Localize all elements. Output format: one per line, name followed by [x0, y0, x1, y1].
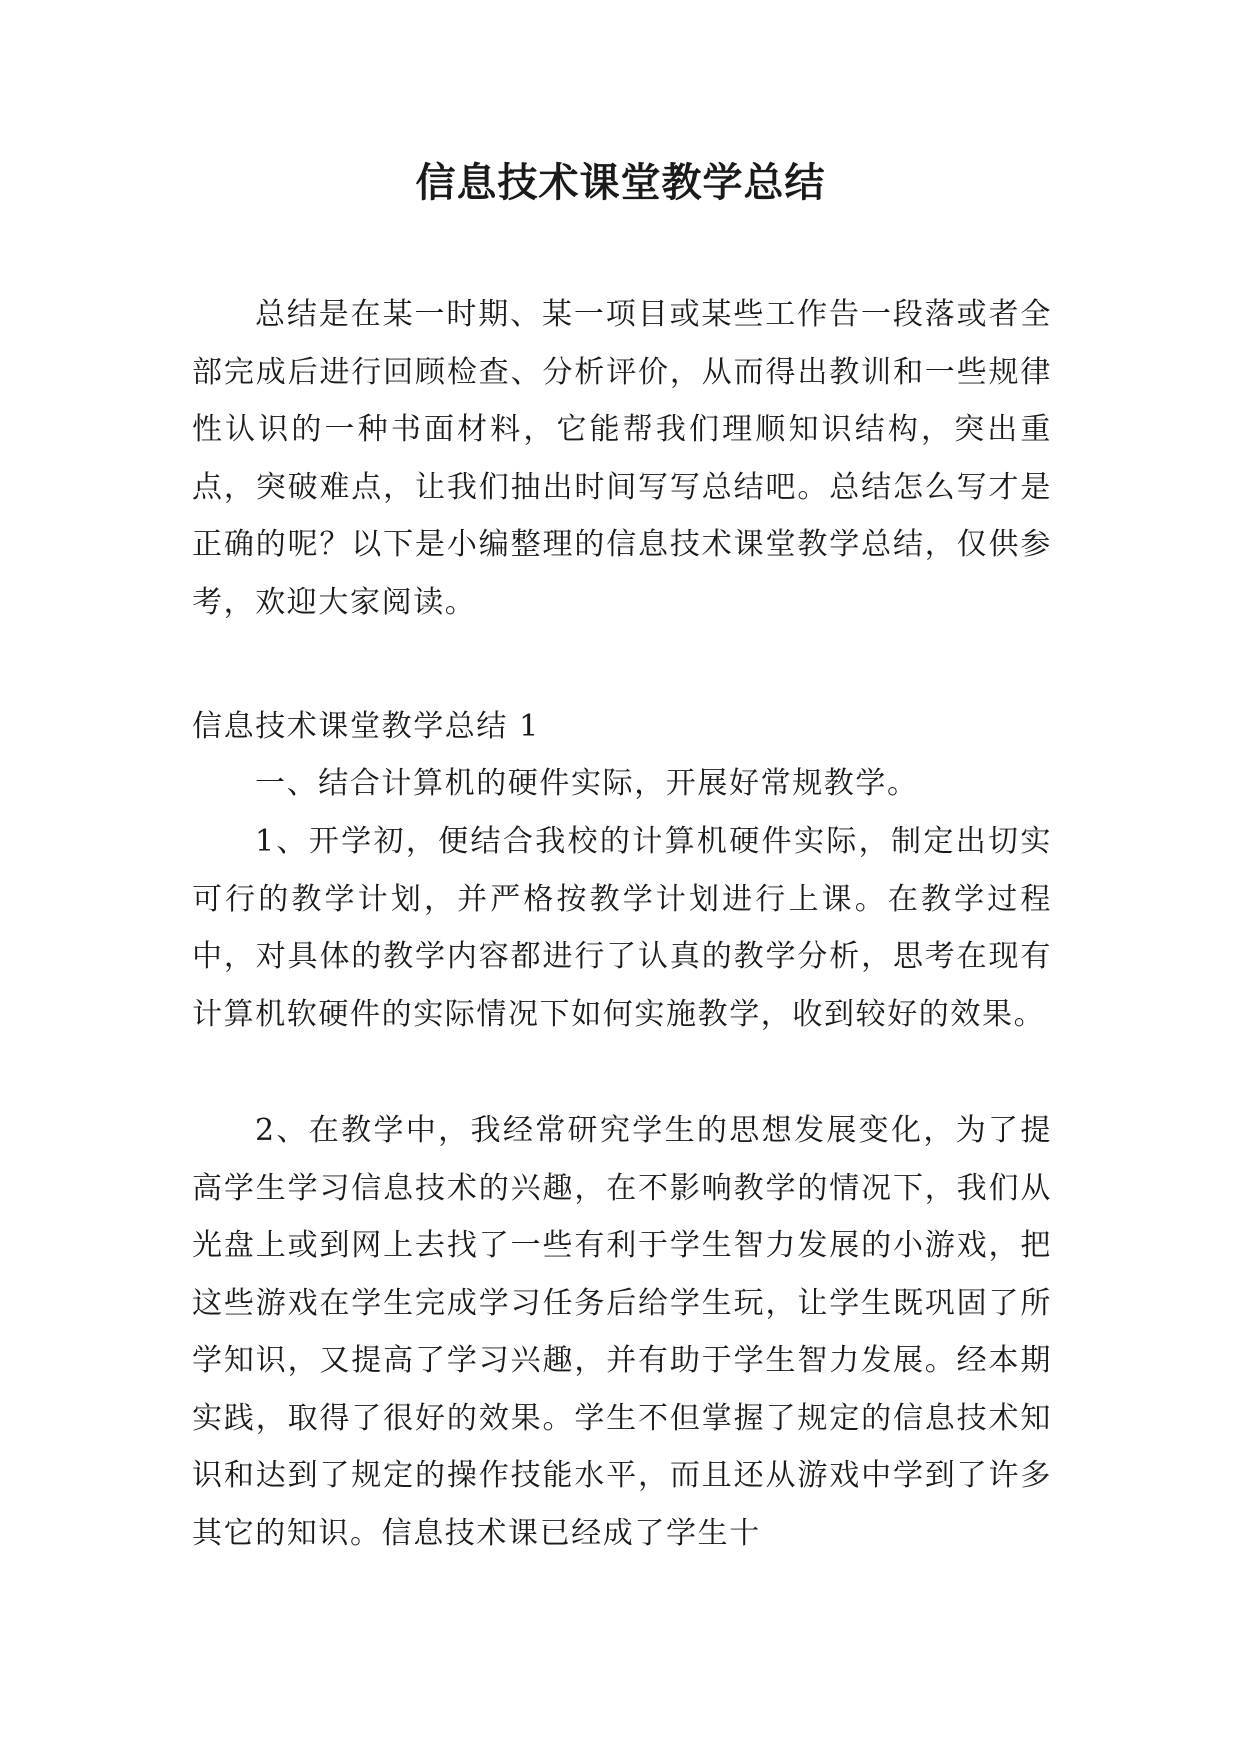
section-heading: 信息技术课堂教学总结 1: [192, 709, 540, 744]
point-heading: 一、结合计算机的硬件实际，开展好常规教学。: [255, 766, 919, 801]
paragraph-item-1: 1、开学初，便结合我校的计算机硬件实际，制定出切实可行的教学计划，并严格按教学计划进行上课。在教学过程中，对具体的教学内容都进行了认真的教学分析，思考在现有计算机软硬件的实际情况下如何实施教学，收到较好的效果。: [192, 824, 1052, 1032]
page-title: 信息技术课堂教学总结: [415, 159, 826, 206]
paragraph-item-2: 2、在教学中，我经常研究学生的思想发展变化，为了提高学生学习信息技术的兴趣，在不影响教学的情况下，我们从光盘上或到网上去找了一些有利于学生智力发展的小游戏，把这些游戏在学生完成学习任务后给学生玩，让学生既巩固了所学知识，又提高了学习兴趣，并有助于学生智力发展。经本期实践，取得了很好的效果。学生不但掌握了规定的信息技术知识和达到了规定的操作技能水平，而且还从游戏中学到了许多其它的知识。信息技术课已经成了学生十: [192, 1113, 1052, 1551]
intro-paragraph: 总结是在某一时期、某一项目或某些工作告一段落或者全部完成后进行回顾检查、分析评价，从而得出教训和一些规律性认识的一种书面材料，它能帮我们理顺知识结构，突出重点，突破难点，让我们抽出时间写写总结吧。总结怎么写才是正确的呢？以下是小编整理的信息技术课堂教学总结，仅供参考，欢迎大家阅读。: [192, 297, 1052, 620]
